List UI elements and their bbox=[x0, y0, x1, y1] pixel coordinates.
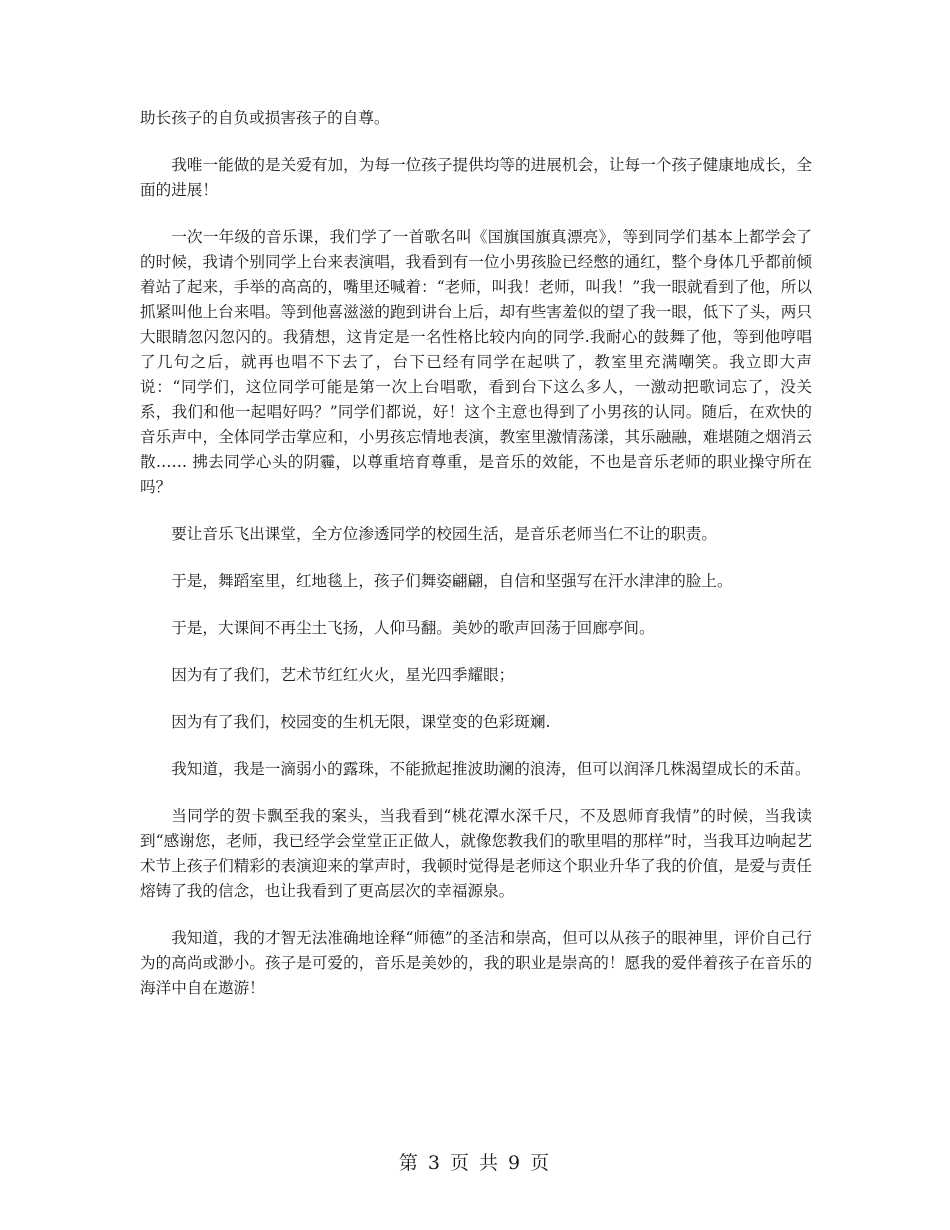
paragraph: 因为有了我们，校园变的生机无限，课堂变的色彩斑斓. bbox=[171, 713, 551, 731]
paragraph: 因为有了我们，艺术节红红火火，星光四季耀眼； bbox=[171, 666, 515, 684]
document-body bbox=[140, 106, 812, 1023]
paragraph: 要让音乐飞出课堂，全方位渗透同学的校园生活，是音乐老师当仁不让的职责。 bbox=[171, 525, 717, 543]
paragraph: 一次一年级的音乐课，我们学了一首歌名叫《国旗国旗真漂亮》，等到同学们基本上都学会了的时候，我请个别同学上台来表演唱，我看到有一位小男孩脸已经憋的通红，整个身体几乎都前倾着站了起来，手举的高高的，嘴里还喊着：“老师，叫我！老师，叫我！”我一眼就看到了他，所以抓紧叫他上台来唱。等到他喜滋滋的跑到讲台上后，却有些害羞似的望了我一眼，低下了头，两只大眼睛忽闪忽闪的。我猜想，这肯定是一名性格比较内向的同学.我耐心的鼓舞了他，等到他哼唱了几句之后，就再也唱不下去了，台下已经有同学在起哄了，教室里充满嘲笑。我立即大声说：“同学们，这位同学可能是第一次上台唱歌，看到台下这么多人，一激动把歌词忘了，没关系，我们和他一起唱好吗？”同学们都说，好！这个主意也得到了小男孩的认同。随后，在欢快的音乐声中，全体同学击掌应和，小男孩忘情地表演，教室里激情荡漾，其乐融融，难堪随之烟消云散…… 拂去同学心头的阴霾，以尊重培育尊重，是音乐的效能，不也是音乐老师的职业操守所在吗？ bbox=[140, 228, 812, 496]
paragraph: 我知道，我是一滴弱小的露珠，不能掀起推波助澜的浪涛，但可以润泽几株渴望成长的禾苗。 bbox=[171, 760, 811, 778]
paragraph: 于是，大课间不再尘土飞扬，人仰马翻。美妙的歌声回荡于回廊亭间。 bbox=[171, 619, 655, 637]
paragraph: 助长孩子的自负或损害孩子的自尊。 bbox=[140, 109, 390, 127]
paragraph: 我知道，我的才智无法准确地诠释“师德”的圣洁和崇高，但可以从孩子的眼神里，评价自己行为的高尚或渺小。孩子是可爱的，音乐是美妙的，我的职业是崇高的！愿我的爱伴着孩子在音乐的海洋中自在遨游！ bbox=[140, 929, 812, 997]
paragraph: 当同学的贺卡飘至我的案头，当我看到“桃花潭水深千尺，不及恩师育我情”的时候，当我读到“感谢您，老师，我已经学会堂堂正正做人，就像您教我们的歌里唱的那样”时，当我耳边响起艺术节上孩子们精彩的表演迎来的掌声时，我顿时觉得是老师这个职业升华了我的价值，是爱与责任熔铸了我的信念，也让我看到了更高层次的幸福源泉。 bbox=[140, 807, 812, 900]
paragraph: 于是，舞蹈室里，红地毯上，孩子们舞姿翩翩，自信和坚强写在汗水津津的脸上。 bbox=[171, 572, 733, 590]
page-number-footer: 第 3 页 共 9 页 bbox=[398, 1152, 552, 1174]
paragraph: 我唯一能做的是关爱有加，为每一位孩子提供均等的进展机会，让每一个孩子健康地成长，全面的进展！ bbox=[140, 156, 812, 199]
